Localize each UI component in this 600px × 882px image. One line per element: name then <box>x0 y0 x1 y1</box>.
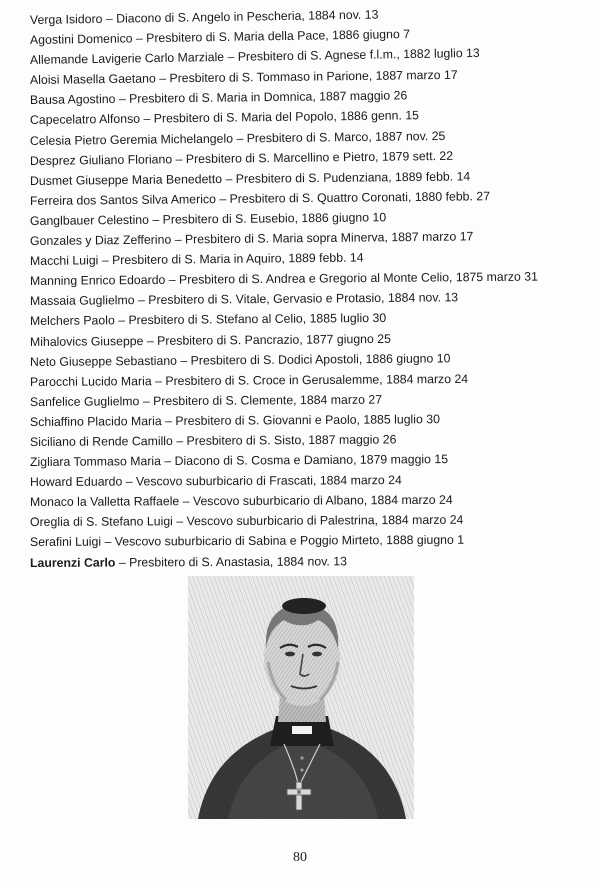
entry-description: – Presbitero di S. Eusebio, 1886 giugno 10 <box>148 210 387 227</box>
entry-name: Gonzales y Diaz Zefferino <box>29 232 172 249</box>
entry-description: – Vescovo suburbicario di Albano, 1884 marzo 24 <box>179 493 453 509</box>
entry-description: – Presbitero di S. Maria della Pace, 1886 giugno 7 <box>132 27 411 46</box>
entry-description: – Vescovo suburbicario di Frascati, 1884 marzo 24 <box>122 473 402 489</box>
entry-description: – Presbitero di S. Maria in Aquiro, 1889 febb. 14 <box>98 250 364 268</box>
entry-name: Neto Giuseppe Sebastiano <box>29 353 178 369</box>
portrait-engraving <box>188 576 414 819</box>
entry-description: – Presbitero di S. Marcellino e Pietro, 1879 sett. 22 <box>172 148 454 166</box>
entry-description: – Presbitero di S. Pudenziana, 1889 febb. 14 <box>221 169 471 186</box>
entry-name: Manning Enrico Edoardo <box>29 273 166 289</box>
list-item <box>30 530 590 553</box>
entry-name: Allemande Lavigerie Carlo Marziale <box>29 50 225 68</box>
entry-description: – Presbitero di S. Pancrazio, 1877 giugno 25 <box>143 331 391 348</box>
page-number: 80 <box>293 850 307 865</box>
cardinal-list <box>29 7 590 573</box>
entry-name: Howard Eduardo <box>29 474 123 490</box>
entry-name: Agostini Domenico <box>29 31 133 48</box>
entry-description: – Presbitero di S. Anastasia, 1884 nov. 13 <box>115 553 347 570</box>
entry-name: Dusmet Giuseppe Maria Benedetto <box>29 171 223 188</box>
entry-name: Aloisi Masella Gaetano <box>29 71 156 88</box>
entry-name: Oreglia di S. Stefano Luigi <box>29 514 173 530</box>
entry-name: Massaia Guglielmo <box>29 293 135 309</box>
portrait-illustration <box>188 576 414 819</box>
entry-name: Monaco la Valletta Raffaele <box>29 494 180 510</box>
entry-name: Ganglbauer Celestino <box>29 212 150 228</box>
entry-description: – Presbitero di S. Agnese f.l.m., 1882 luglio 13 <box>223 46 480 65</box>
entry-description: – Presbitero di S. Maria del Popolo, 1886 genn. 15 <box>139 108 420 127</box>
entry-description: – Presbitero di S. Dodici Apostoli, 1886 giugno 10 <box>176 350 451 368</box>
entry-name: Celesia Pietro Geremia Michelangelo <box>29 131 234 148</box>
entry-description: – Vescovo suburbicario di Palestrina, 1884 marzo 24 <box>172 513 464 529</box>
entry-description: – Presbitero di S. Stefano al Celio, 1885 luglio 30 <box>114 311 387 328</box>
entry-description: – Presbitero di S. Giovanni e Paolo, 1885 luglio 30 <box>161 412 440 428</box>
entry-description: – Presbitero di S. Clemente, 1884 marzo 27 <box>139 392 383 409</box>
entry-description: – Vescovo suburbicario di Sabina e Poggio Mirteto, 1888 giugno 1 <box>101 533 465 550</box>
entry-name: Macchi Luigi <box>29 253 99 269</box>
entry-name: Laurenzi Carlo <box>29 555 116 570</box>
entry-name: Bausa Agostino <box>29 92 116 108</box>
entry-description: – Presbitero di S. Quattro Coronati, 1880 febb. 27 <box>215 189 491 206</box>
entry-description: – Presbitero di S. Andrea e Gregorio al Monte Celio, 1875 marzo 31 <box>165 269 538 288</box>
entry-name: Melchers Paolo <box>29 313 115 329</box>
entry-description: – Presbitero di S. Sisto, 1887 maggio 26 <box>172 432 397 448</box>
entry-name: Desprez Giuliano Floriano <box>29 151 173 168</box>
entry-name: Ferreira dos Santos Silva Americo <box>29 191 216 208</box>
entry-name: Serafini Luigi <box>29 535 102 550</box>
entry-name: Capecelatro Alfonso <box>29 112 141 128</box>
entry-description: – Presbitero di S. Maria in Domnica, 1887 maggio 26 <box>115 88 408 107</box>
entry-description: – Diacono di S. Cosma e Damiano, 1879 maggio 15 <box>160 452 449 469</box>
entry-description: – Presbitero di S. Marco, 1887 nov. 25 <box>232 128 446 146</box>
entry-description: – Presbitero di S. Croce in Gerusalemme, 1884 marzo 24 <box>151 371 469 388</box>
entry-name: Sanfelice Guglielmo <box>29 394 140 409</box>
entry-name: Schiaffino Placido Maria <box>29 413 162 429</box>
entry-name: Siciliano di Rende Camillo <box>29 433 173 449</box>
entry-description: – Presbitero di S. Tommaso in Parione, 1887 marzo 17 <box>155 68 458 86</box>
entry-description: – Diacono di S. Angelo in Pescheria, 1884 nov. 13 <box>102 7 379 26</box>
entry-name: Parocchi Lucido Maria <box>29 373 152 389</box>
entry-name: Zigliara Tommaso Maria <box>29 454 162 470</box>
entry-description: – Presbitero di S. Vitale, Gervasio e Protasio, 1884 nov. 13 <box>134 290 459 308</box>
list-item-highlighted <box>30 550 590 573</box>
entry-name: Mihalovics Giuseppe <box>29 333 144 349</box>
entry-description: – Presbitero di S. Maria sopra Minerva, 1887 marzo 17 <box>171 229 474 247</box>
entry-name: Verga Isidoro <box>29 11 103 27</box>
